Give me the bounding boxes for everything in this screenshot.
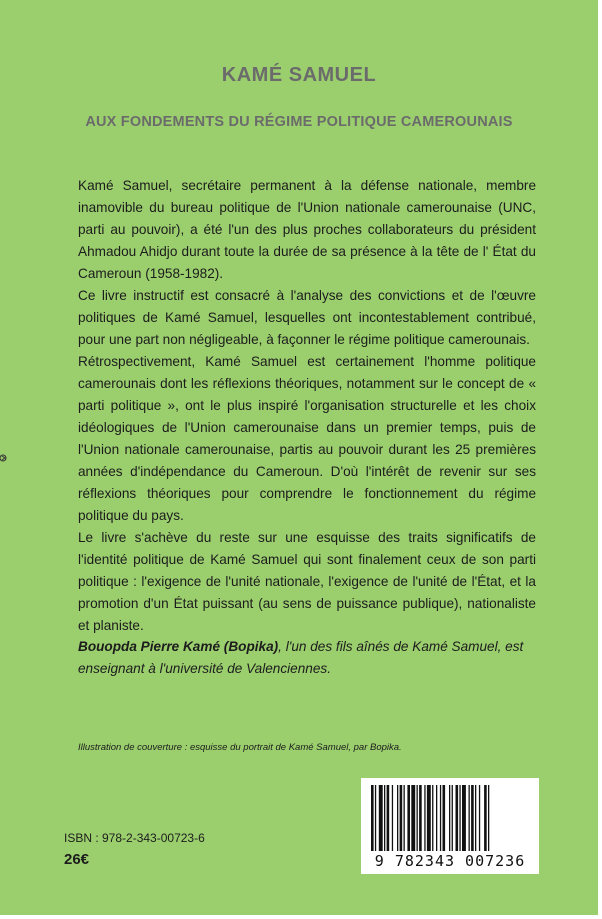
- illustration-credit: Illustration de couverture : esquisse du portrait de Kamé Samuel, par Bopika.: [78, 742, 402, 753]
- book-subtitle: AUX FONDEMENTS DU RÉGIME POLITIQUE CAMEROUNAIS: [85, 114, 513, 130]
- arrow-right-icon: [0, 453, 10, 465]
- author-name: Bouopda Pierre Kamé (Bopika): [78, 639, 279, 654]
- barcode: [361, 778, 539, 874]
- price: 26€: [64, 851, 90, 868]
- blurb-paragraph: Ce livre instructif est consacré à l'analyse des convictions et de l'œuvre politiques de Kamé Samuel, lesquelles ont incontestablement contribué, pour une part non négligeable, à façonner le régime politique camerounais.: [78, 288, 536, 347]
- blurb-paragraph: Kamé Samuel, secrétaire permanent à la défense nationale, membre inamovible du bureau politique de l'Union nationale camerounaise (UNC, parti au pouvoir), a été l'un des plus proches collaborateurs du président Ahmadou Ahidjo durant toute la durée de sa présence à la tête de l' État du Cameroun (1958-1982).: [78, 178, 536, 281]
- author-bio: , l'un des fils aînés de Kamé Samuel, est enseignant à l'université de Valenciennes.: [78, 639, 524, 676]
- barcode-bars: [371, 785, 529, 851]
- blurb: [78, 175, 536, 637]
- barcode-digits: 9 782343 007236: [374, 852, 526, 870]
- book-title: KAMÉ SAMUEL: [221, 64, 377, 86]
- blurb-paragraph: Le livre s'achève du reste sur une esquisse des traits significatifs de l'identité politique de Kamé Samuel qui sont finalement ceux de son parti politique : l'exigence de l'unité nationale, l'exigence de l'unité de l'État, et la promotion d'un État puissant (au sens de puissance publique), nationaliste et planiste.: [78, 530, 536, 633]
- author-note: [78, 636, 536, 680]
- isbn: ISBN : 978-2-343-00723-6: [64, 831, 205, 845]
- blurb-paragraph: Rétrospectivement, Kamé Samuel est certainement l'homme politique camerounais dont les réflexions théoriques, notamment sur le concept de « parti politique », ont le plus inspiré l'organisation structurelle et les choix idéologiques de l'Union camerounaise dans un premier temps, puis de l'Union nationale camerounaise, partis au pouvoir durant les 25 premières années d'indépendance du Cameroun. D'où l'intérêt de revenir sur ses réflexions théoriques pour comprendre le fonctionnement du régime politique du pays.: [78, 354, 536, 523]
